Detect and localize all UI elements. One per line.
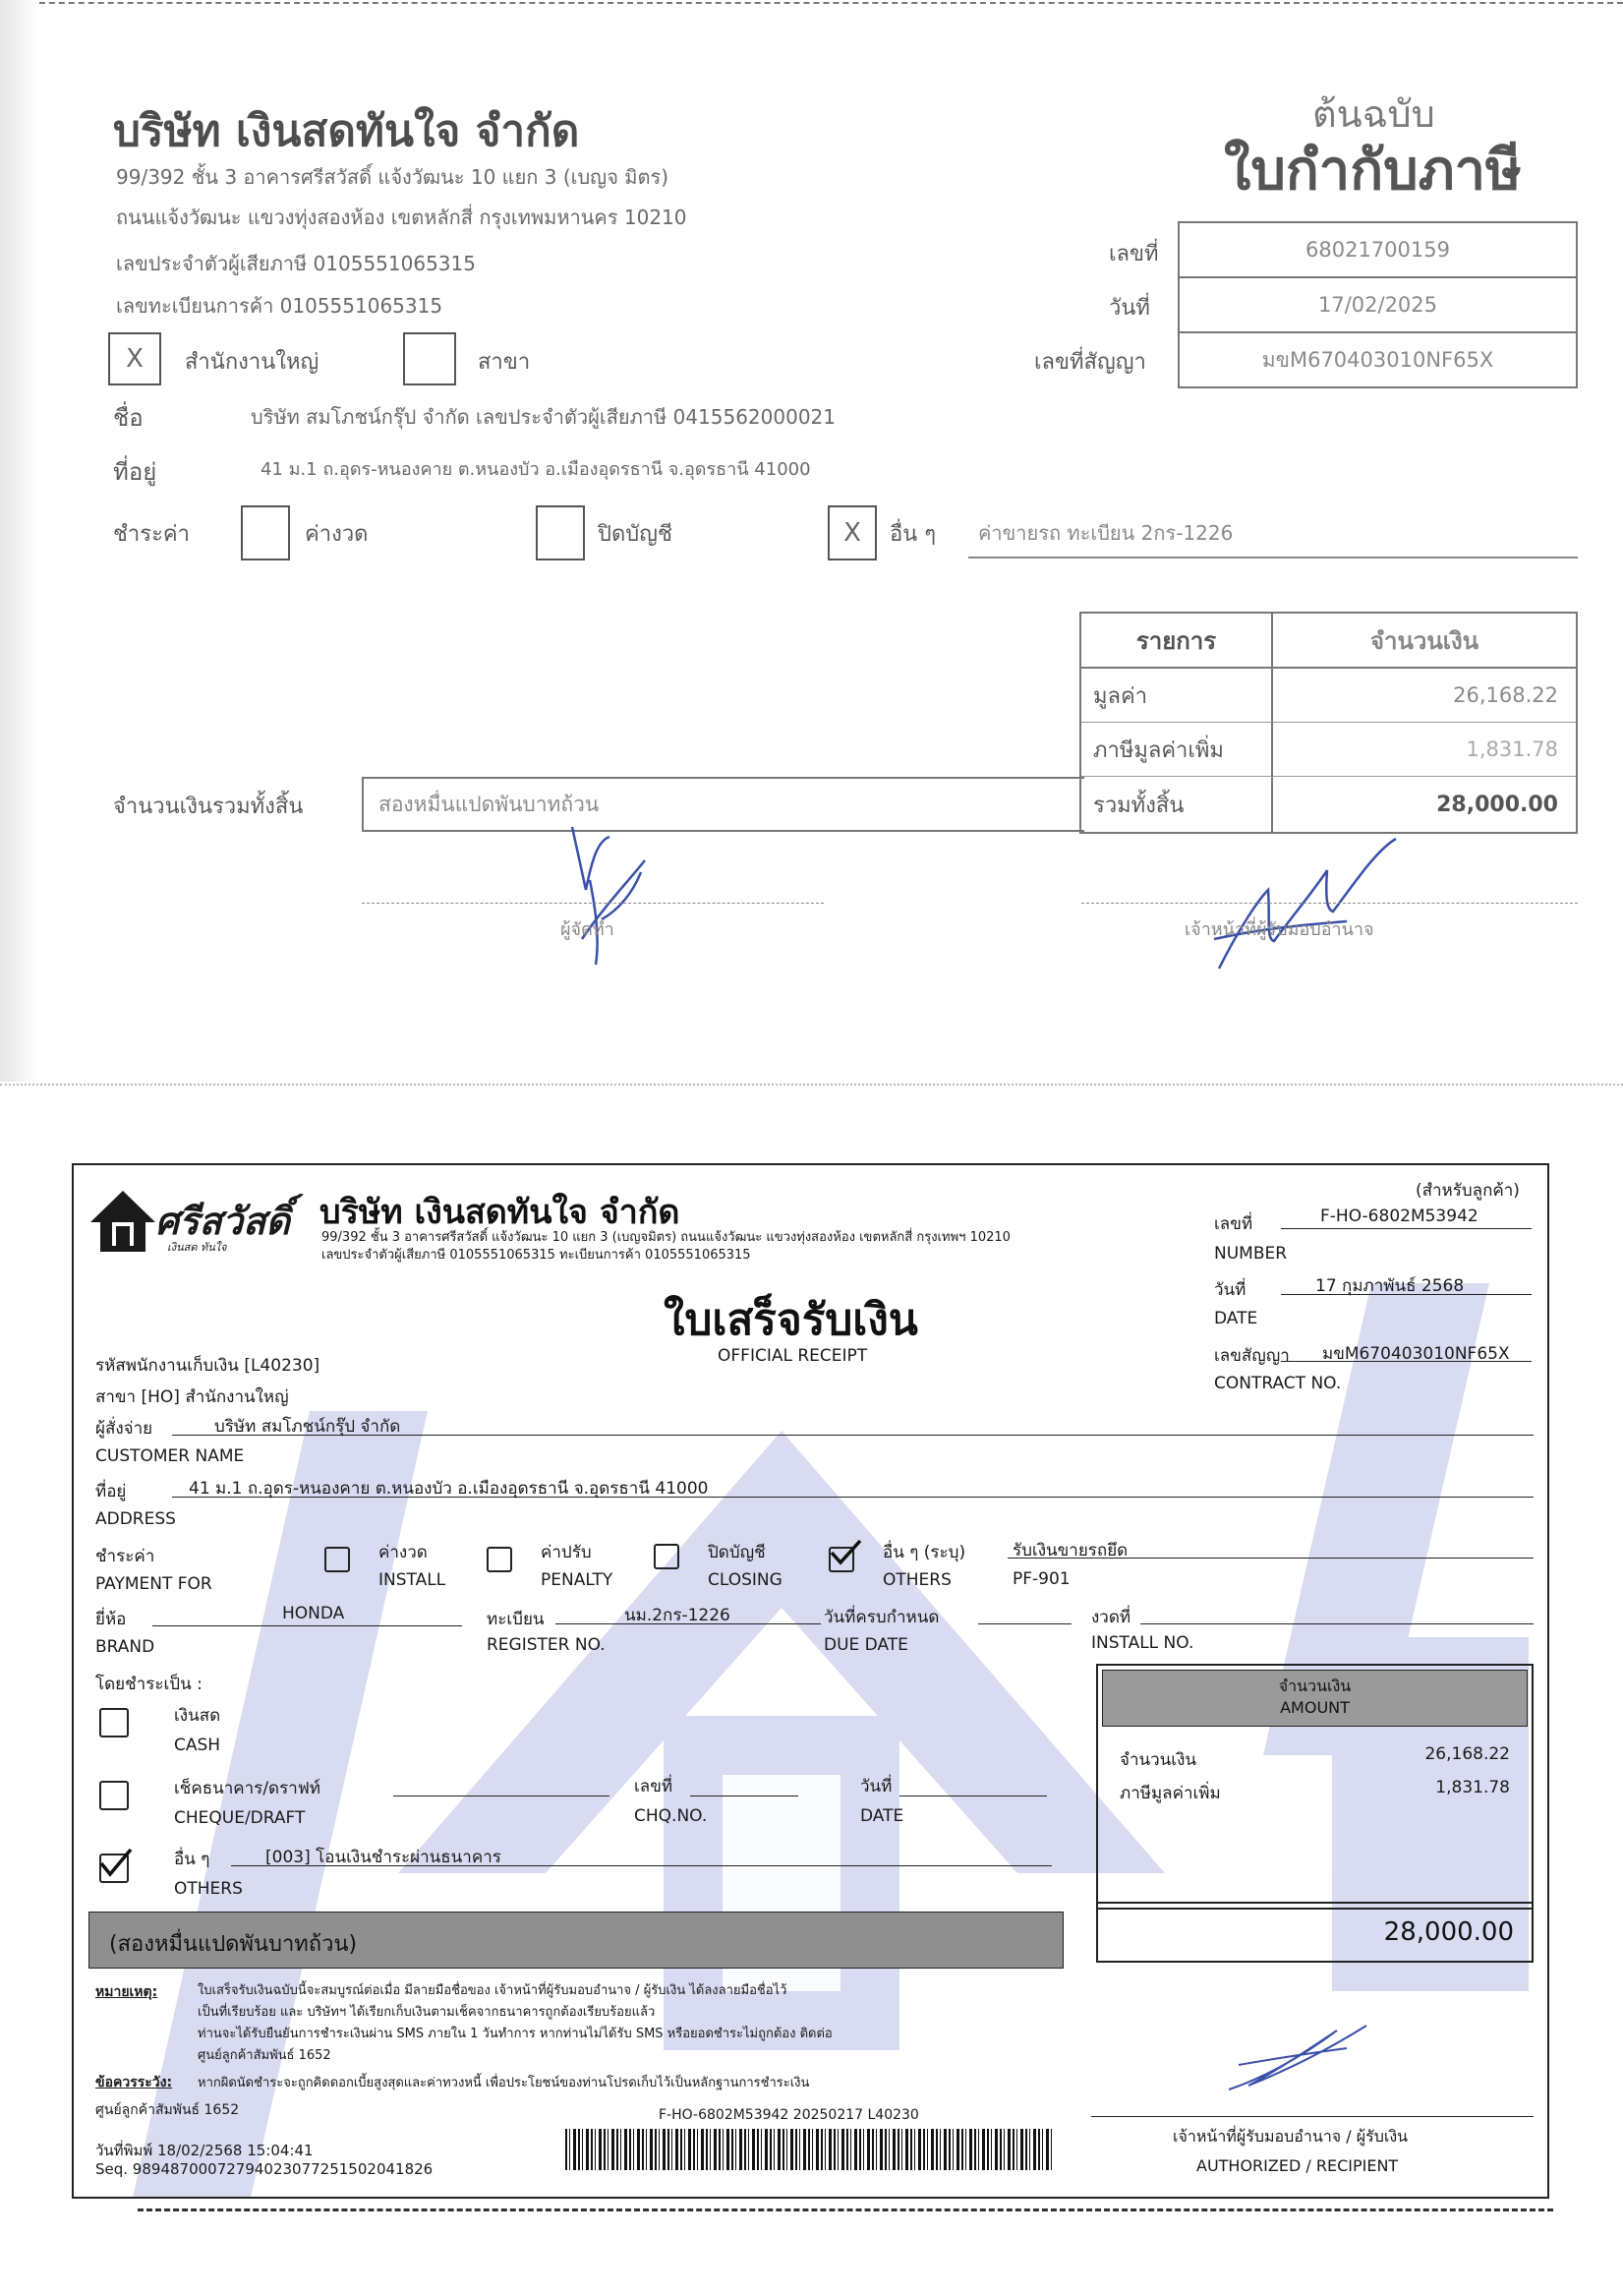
- name-label: ชื่อ: [113, 404, 144, 432]
- cash-checkbox[interactable]: [99, 1708, 129, 1737]
- receipt-contract-en: CONTRACT NO.: [1214, 1374, 1342, 1393]
- install-no-label: งวดที่: [1091, 1608, 1131, 1627]
- amount-box: [1096, 1664, 1534, 1910]
- brand-en: BRAND: [95, 1637, 155, 1657]
- others-value-1: รับเงินขายรถยึด: [1013, 1541, 1129, 1560]
- invoice-no-label: เลขที่: [1109, 242, 1159, 266]
- table-header-item: รายการ: [1081, 614, 1273, 669]
- brand-value: HONDA: [282, 1604, 345, 1623]
- receipt-date-value: 17 กุมภาพันธ์ 2568: [1315, 1276, 1465, 1296]
- scan-divider: [0, 1084, 1623, 1086]
- others-checkbox[interactable]: [829, 1547, 854, 1572]
- install-checkbox[interactable]: [324, 1547, 350, 1572]
- closing-checkbox[interactable]: [654, 1544, 679, 1569]
- caution-line-2: ศูนย์ลูกค้าสัมพันธ์ 1652: [95, 2102, 240, 2118]
- chq-no-en: CHQ.NO.: [634, 1806, 708, 1826]
- address-line: [172, 1497, 1534, 1498]
- closing-en: CLOSING: [708, 1570, 783, 1590]
- official-receipt: [72, 1163, 1549, 2199]
- receipt-number-en: NUMBER: [1214, 1244, 1288, 1264]
- contract-no-value: มขM670403010NF65X: [1261, 347, 1494, 372]
- sequence-number: Seq. 98948700072794023077251502041826: [95, 2160, 434, 2178]
- amount-table: [1079, 612, 1578, 834]
- pay-label: ชำระค่า: [113, 522, 190, 547]
- invoice-no-value: 68021700159: [1180, 223, 1576, 278]
- brand-label: ยี่ห้อ: [95, 1610, 127, 1629]
- logo-house-icon: [88, 1187, 157, 1256]
- cheque-checkbox[interactable]: [99, 1781, 129, 1810]
- other-pay-label: อื่น ๆ: [174, 1850, 210, 1869]
- payer-en: CUSTOMER NAME: [95, 1446, 245, 1466]
- row-total-label: รวมทั้งสิ้น: [1081, 777, 1273, 832]
- pay-install-label: ค่างวด: [305, 522, 369, 547]
- row-vat-label: ภาษีมูลค่าเพิ่ม: [1081, 723, 1273, 777]
- invoice-info-box: [1178, 221, 1578, 388]
- receipt-number-value: F-HO-6802M53942: [1320, 1207, 1478, 1226]
- receipt-company-tax: เลขประจำตัวผู้เสียภาษี 0105551065315 ทะเบียนการค้า 0105551065315: [321, 1248, 751, 1263]
- collector-code: รหัสพนักงานเก็บเงิน [L40230]: [95, 1356, 320, 1376]
- chq-date-en: DATE: [860, 1806, 904, 1826]
- other-pay-checkbox[interactable]: [99, 1854, 129, 1883]
- signature-line-2: [1081, 903, 1578, 904]
- other-pay-line: [231, 1865, 1052, 1866]
- invoice-date-label: วันที่: [1109, 296, 1150, 321]
- receipt-date-line: [1281, 1294, 1532, 1295]
- other-pay-en: OTHERS: [174, 1879, 243, 1899]
- signature-label-en: AUTHORIZED / RECIPIENT: [1196, 2156, 1399, 2175]
- note-line-3: ท่านจะได้รับยืนยันการชำระเงินผ่าน SMS ภายใน 1 วันทำการ หากท่านไม่ได้รับ SMS หรือยอดชำระไม่ถูกต้อง ติดต่อ: [198, 2027, 833, 2041]
- chq-no-label: เลขที่: [634, 1777, 673, 1796]
- penalty-label: ค่าปรับ: [541, 1543, 592, 1562]
- address-value: 41 ม.1 ถ.อุดร-หนองคาย ต.หนองบัว อ.เมืองอุดรธานี จ.อุดรธานี 41000: [189, 1479, 709, 1499]
- receipt-date-en: DATE: [1214, 1309, 1258, 1328]
- cheque-label: เช็คธนาคาร/ดราฟท์: [174, 1779, 320, 1798]
- company-logo: [88, 1187, 315, 1256]
- receipt-company-name: บริษัท เงินสดทันใจ จำกัด: [319, 1193, 680, 1232]
- amount-value: 26,168.22: [1424, 1744, 1510, 1764]
- address-label: ที่อยู่: [113, 458, 157, 486]
- receipt-signature: [1219, 2011, 1376, 2103]
- install-no-line: [1140, 1623, 1534, 1624]
- doc-title: ใบกำกับภาษี: [1224, 139, 1522, 203]
- caution-label: ข้อควรระวัง:: [95, 2075, 173, 2090]
- penalty-checkbox[interactable]: [487, 1547, 512, 1572]
- barcode-text: F-HO-6802M53942 20250217 L40230: [659, 2107, 919, 2123]
- receipt-company-address: 99/392 ชั้น 3 อาคารศรีสวัสดิ์ แจ้งวัฒนะ 10 แยก 3 (เบญจมิตร) ถนนแจ้งวัฒนะ แขวงทุ่งสองห้อง เขตหลักสี่ กรุงเทพฯ 10210: [321, 1230, 1011, 1245]
- receipt-number-label: เลขที่: [1214, 1214, 1253, 1234]
- receipt-date-label: วันที่: [1214, 1280, 1246, 1300]
- others-value-2: PF-901: [1013, 1569, 1071, 1589]
- company-taxid: เลขประจำตัวผู้เสียภาษี 0105551065315: [116, 252, 476, 275]
- note-line-1: ใบเสร็จรับเงินฉบับนี้จะสมบูรณ์ต่อเมื่อ มีลายมือชื่อของ เจ้าหน้าที่ผู้รับมอบอำนาจ / ผู้รับเงิน ได้ลงลายมือชื่อไว้: [198, 1983, 787, 1998]
- pay-other-label: อื่น ๆ: [890, 522, 937, 547]
- signature-authorized: [1209, 831, 1406, 982]
- row-vat-amount: 1,831.78: [1273, 723, 1576, 777]
- check-icon: [97, 1848, 133, 1879]
- company-address-2: ถนนแจ้งวัฒนะ แขวงทุ่งสองห้อง เขตหลักสี่ กรุงเทพมหานคร 10210: [116, 206, 687, 229]
- check-icon: [829, 1539, 862, 1568]
- due-date-label: วันที่ครบกำหนด: [824, 1608, 940, 1627]
- company-name: บริษัท เงินสดทันใจ จำกัด: [113, 106, 580, 156]
- note-line-2: เป็นที่เรียบร้อย และ บริษัทฯ ได้เรียกเก็บเงินตามเช็คจากธนาคารถูกต้องเรียบร้อยแล้ว: [198, 2005, 656, 2020]
- due-date-en: DUE DATE: [824, 1635, 908, 1655]
- total-caption: จำนวนเงินรวมทั้งสิ้น: [113, 795, 304, 819]
- due-date-line: [978, 1623, 1072, 1624]
- total-box: [1096, 1902, 1534, 1963]
- logo-subtext: เงินสด ทันใจ: [167, 1241, 227, 1254]
- amount-header: [1102, 1670, 1528, 1727]
- table-header-amount: จำนวนเงิน: [1273, 614, 1576, 669]
- signature-label-1: ผู้จัดทำ: [560, 919, 614, 940]
- hq-checkbox[interactable]: X: [108, 332, 161, 385]
- amount-header-en: AMOUNT: [1280, 1698, 1350, 1717]
- amount-label: จำนวนเงิน: [1120, 1750, 1197, 1770]
- cash-en: CASH: [174, 1736, 221, 1755]
- vat-value: 1,831.78: [1435, 1778, 1510, 1797]
- signature-line-1: [362, 903, 824, 904]
- receipt-signature-line: [1091, 2116, 1534, 2117]
- branch-label: สาขา: [478, 350, 531, 375]
- row-total-amount: 28,000.00: [1436, 792, 1558, 817]
- company-address-1: 99/392 ชั้น 3 อาคารศรีสวัสดิ์ แจ้งวัฒนะ 10 แยก 3 (เบญจ มิตร): [116, 165, 669, 189]
- address-value: 41 ม.1 ถ.อุดร-หนองคาย ต.หนองบัว อ.เมืองอุดรธานี จ.อุดรธานี 41000: [261, 459, 811, 480]
- chq-date-label: วันที่: [860, 1777, 893, 1796]
- signature-label-th: เจ้าหน้าที่ผู้รับมอบอำนาจ / ผู้รับเงิน: [1173, 2127, 1409, 2146]
- install-en: INSTALL: [378, 1570, 446, 1590]
- note-line-4: ศูนย์ลูกค้าสัมพันธ์ 1652: [198, 2048, 331, 2063]
- pay-other-value: ค่าขายรถ ทะเบียน 2กร-1226: [978, 521, 1234, 545]
- closing-label: ปิดบัญชี: [708, 1543, 766, 1562]
- payment-for-label: ชำระค่า: [95, 1547, 155, 1566]
- receipt-title-en: OFFICIAL RECEIPT: [718, 1346, 868, 1366]
- payer-line: [172, 1435, 1534, 1436]
- others-label: อื่น ๆ (ระบุ): [883, 1543, 966, 1562]
- barcode: [565, 2129, 1052, 2170]
- contract-no-label: เลขที่สัญญา: [1034, 350, 1146, 375]
- note-label: หมายเหตุ:: [95, 1984, 158, 2000]
- invoice-date-value: 17/02/2025: [1180, 278, 1576, 333]
- cash-label: เงินสด: [174, 1706, 221, 1726]
- row-value-label: มูลค่า: [1081, 669, 1273, 723]
- penalty-en: PENALTY: [541, 1570, 613, 1590]
- original-label: ต้นฉบับ: [1312, 92, 1435, 136]
- other-pay-value: [003] โอนเงินชำระผ่านธนาคาร: [265, 1848, 501, 1867]
- print-date: วันที่พิมพ์ 18/02/2568 15:04:41: [95, 2142, 314, 2159]
- payment-for-en: PAYMENT FOR: [95, 1574, 212, 1594]
- scan-dashes-top: [0, 2, 1623, 4]
- row-value-amount: 26,168.22: [1273, 669, 1576, 723]
- company-regno: เลขทะเบียนการค้า 0105551065315: [116, 294, 443, 318]
- register-label: ทะเบียน: [487, 1610, 545, 1629]
- address-en: ADDRESS: [95, 1509, 176, 1529]
- pay-close-checkbox[interactable]: [536, 505, 585, 560]
- caution-line-1: หากผิดนัดชำระจะถูกคิดดอกเบี้ยสูงสุดและค่าทวงหนี้ เพื่อประโยชน์ของท่านโปรดเก็บไว้เป็นหลักฐานการชำระเงิน: [198, 2076, 810, 2090]
- payer-label: ผู้สั่งจ่าย: [95, 1419, 153, 1439]
- pay-install-checkbox[interactable]: [241, 505, 290, 560]
- others-line-1: [1008, 1558, 1534, 1559]
- receipt-contract-value: มขM670403010NF65X: [1322, 1344, 1510, 1364]
- register-en: REGISTER NO.: [487, 1635, 606, 1655]
- signature-preparer: [551, 821, 668, 972]
- for-customer-label: (สำหรับลูกค้า): [1416, 1181, 1520, 1201]
- install-no-en: INSTALL NO.: [1091, 1633, 1194, 1653]
- scan-dashes-bottom: [138, 2208, 1553, 2211]
- pay-other-checkbox[interactable]: X: [828, 505, 877, 560]
- pay-other-line: [968, 557, 1578, 559]
- brand-line: [152, 1625, 462, 1626]
- total-amount: 28,000.00: [1383, 1917, 1514, 1947]
- register-value: นม.2กร-1226: [624, 1606, 730, 1625]
- words-box: [88, 1912, 1064, 1969]
- hq-label: สำนักงานใหญ่: [185, 350, 319, 375]
- name-value: บริษัท สมโภชน์กรุ๊ป จำกัด เลขประจำตัวผู้เสียภาษี 0415562000021: [251, 405, 836, 429]
- receipt-number-line: [1281, 1228, 1532, 1229]
- receipt-title-th: ใบเสร็จรับเงิน: [664, 1295, 918, 1345]
- payer-value: บริษัท สมโภชน์กรุ๊ป จำกัด: [214, 1417, 401, 1437]
- pay-close-label: ปิดบัญชี: [598, 522, 672, 547]
- logo-text: ศรีสวัสดิ์: [155, 1200, 290, 1243]
- register-line: [555, 1623, 821, 1624]
- receipt-contract-line: [1281, 1361, 1532, 1362]
- receipt-contract-label: เลขสัญญา: [1214, 1346, 1290, 1366]
- others-en: OTHERS: [883, 1570, 952, 1590]
- scan-edge-left: [0, 0, 39, 1082]
- branch-code: สาขา [HO] สำนักงานใหญ่: [95, 1387, 289, 1407]
- total-words: สองหมื่นแปดพันบาทถ้วน: [378, 793, 600, 816]
- address-label: ที่อยู่: [95, 1482, 127, 1501]
- signature-label-2: เจ้าหน้าที่ผู้รับมอบอำนาจ: [1185, 919, 1374, 940]
- amount-header-th: จำนวนเงิน: [1278, 1677, 1352, 1695]
- vat-label: ภาษีมูลค่าเพิ่ม: [1120, 1784, 1221, 1803]
- branch-checkbox[interactable]: [403, 332, 456, 385]
- pay-by-label: โดยชำระเป็น :: [95, 1675, 203, 1694]
- install-label: ค่างวด: [378, 1543, 428, 1562]
- total-words: (สองหมื่นแปดพันบาทถ้วน): [109, 1932, 358, 1957]
- cheque-en: CHEQUE/DRAFT: [174, 1808, 306, 1828]
